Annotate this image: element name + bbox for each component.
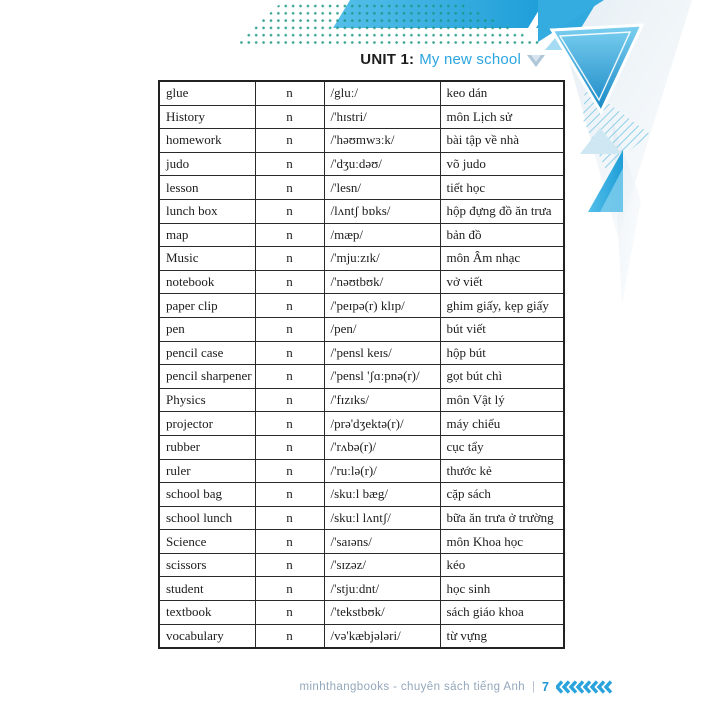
pronunciation-cell: /'nəʊtbʊk/	[324, 270, 440, 294]
pronunciation-cell: /skuːl lʌntʃ/	[324, 506, 440, 530]
word-cell: rubber	[159, 435, 255, 459]
part-of-speech-cell: n	[255, 483, 324, 507]
pronunciation-cell: /'lesn/	[324, 176, 440, 200]
inner-outline-triangle	[560, 32, 630, 100]
meaning-cell: môn Lịch sử	[440, 105, 564, 129]
pronunciation-cell: /'həʊmwɜːk/	[324, 129, 440, 153]
table-row	[159, 247, 564, 271]
meaning-cell: võ judo	[440, 152, 564, 176]
part-of-speech-cell: n	[255, 365, 324, 389]
word-cell: judo	[159, 152, 255, 176]
word-cell: vocabulary	[159, 624, 255, 648]
part-of-speech-cell: n	[255, 530, 324, 554]
pronunciation-cell: /'stjuːdnt/	[324, 577, 440, 601]
word-cell: ruler	[159, 459, 255, 483]
pronunciation-cell: /'fɪzɪks/	[324, 388, 440, 412]
table-row	[159, 294, 564, 318]
part-of-speech-cell: n	[255, 317, 324, 341]
meaning-cell: thước kẻ	[440, 459, 564, 483]
meaning-cell: hộp bút	[440, 341, 564, 365]
meaning-cell: vở viết	[440, 270, 564, 294]
word-cell: pen	[159, 317, 255, 341]
part-of-speech-cell: n	[255, 247, 324, 271]
page-number: 7	[542, 680, 549, 694]
part-of-speech-cell: n	[255, 341, 324, 365]
page-footer	[300, 680, 619, 694]
word-cell: Science	[159, 530, 255, 554]
faint-corner-triangle	[552, 0, 692, 238]
table-row	[159, 412, 564, 436]
corner-triangle	[538, 0, 604, 42]
table-row	[159, 601, 564, 625]
part-of-speech-cell: n	[255, 388, 324, 412]
table-row	[159, 459, 564, 483]
meaning-cell: ghim giấy, kẹp giấy	[440, 294, 564, 318]
part-of-speech-cell: n	[255, 601, 324, 625]
word-cell: homework	[159, 129, 255, 153]
table-row	[159, 152, 564, 176]
meaning-cell: tiết học	[440, 176, 564, 200]
table-row	[159, 223, 564, 247]
part-of-speech-cell: n	[255, 152, 324, 176]
table-row	[159, 341, 564, 365]
chevrons-left-icon	[556, 680, 618, 694]
meaning-cell: cục tẩy	[440, 435, 564, 459]
hatched-triangle	[583, 86, 650, 170]
table-row	[159, 435, 564, 459]
part-of-speech-cell: n	[255, 294, 324, 318]
word-cell: pencil sharpener	[159, 365, 255, 389]
meaning-cell: hộp đựng đồ ăn trưa	[440, 199, 564, 223]
word-cell: Music	[159, 247, 255, 271]
table-row	[159, 129, 564, 153]
table-row	[159, 317, 564, 341]
table-row	[159, 105, 564, 129]
brand-text: minhthangbooks - chuyên sách tiếng Anh	[299, 681, 526, 693]
solid-blue-triangle	[588, 150, 623, 212]
pronunciation-cell: /gluː/	[324, 81, 440, 105]
word-cell: lunch box	[159, 199, 255, 223]
meaning-cell: cặp sách	[440, 483, 564, 507]
part-of-speech-cell: n	[255, 199, 324, 223]
word-cell: map	[159, 223, 255, 247]
pronunciation-cell: /'mjuːzɪk/	[324, 247, 440, 271]
word-cell: notebook	[159, 270, 255, 294]
table-row	[159, 483, 564, 507]
part-of-speech-cell: n	[255, 176, 324, 200]
pale-triangle	[580, 128, 622, 154]
word-cell: scissors	[159, 553, 255, 577]
part-of-speech-cell: n	[255, 506, 324, 530]
blue-slab-shape	[536, 0, 598, 28]
pronunciation-cell: /'ruːlə(r)/	[324, 459, 440, 483]
table-row	[159, 270, 564, 294]
meaning-cell: bài tập về nhà	[440, 129, 564, 153]
table-row	[159, 365, 564, 389]
pronunciation-cell: /lʌntʃ bɒks/	[324, 199, 440, 223]
word-cell: Physics	[159, 388, 255, 412]
pronunciation-cell: /'dʒuːdəʊ/	[324, 152, 440, 176]
footer-separator: |	[532, 681, 536, 693]
word-cell: glue	[159, 81, 255, 105]
pronunciation-cell: /'saɪəns/	[324, 530, 440, 554]
meaning-cell: môn Vật lý	[440, 388, 564, 412]
unit-header	[360, 51, 546, 68]
part-of-speech-cell: n	[255, 129, 324, 153]
part-of-speech-cell: n	[255, 105, 324, 129]
word-cell: lesson	[159, 176, 255, 200]
table-row	[159, 506, 564, 530]
outlined-down-triangle	[552, 25, 642, 112]
meaning-cell: bữa ăn trưa ở trường	[440, 506, 564, 530]
pronunciation-cell: /'pensl 'ʃɑːpnə(r)/	[324, 365, 440, 389]
table-row	[159, 530, 564, 554]
table-row	[159, 199, 564, 223]
pronunciation-cell: /'hɪstri/	[324, 105, 440, 129]
meaning-cell: kéo	[440, 553, 564, 577]
meaning-cell: gọt bút chì	[440, 365, 564, 389]
part-of-speech-cell: n	[255, 270, 324, 294]
vocab-table-body	[159, 81, 564, 648]
part-of-speech-cell: n	[255, 223, 324, 247]
part-of-speech-cell: n	[255, 624, 324, 648]
meaning-cell: bản đồ	[440, 223, 564, 247]
table-row	[159, 388, 564, 412]
pronunciation-cell: /pen/	[324, 317, 440, 341]
pronunciation-cell: /və'kæbjələri/	[324, 624, 440, 648]
word-cell: student	[159, 577, 255, 601]
pronunciation-cell: /mæp/	[324, 223, 440, 247]
pronunciation-cell: /skuːl bæg/	[324, 483, 440, 507]
part-of-speech-cell: n	[255, 412, 324, 436]
meaning-cell: bút viết	[440, 317, 564, 341]
solid-blue-inner-triangle	[600, 168, 623, 212]
faint-sliver-triangle	[612, 120, 641, 305]
table-row	[159, 577, 564, 601]
pronunciation-cell: /'rʌbə(r)/	[324, 435, 440, 459]
word-cell: school bag	[159, 483, 255, 507]
pronunciation-cell: /'sɪzəz/	[324, 553, 440, 577]
word-cell: History	[159, 105, 255, 129]
triangle-marker-icon	[526, 54, 546, 68]
word-cell: projector	[159, 412, 255, 436]
table-row	[159, 176, 564, 200]
table-row	[159, 624, 564, 648]
meaning-cell: máy chiếu	[440, 412, 564, 436]
word-cell: school lunch	[159, 506, 255, 530]
meaning-cell: từ vựng	[440, 624, 564, 648]
part-of-speech-cell: n	[255, 81, 324, 105]
table-row	[159, 553, 564, 577]
word-cell: textbook	[159, 601, 255, 625]
meaning-cell: sách giáo khoa	[440, 601, 564, 625]
word-cell: pencil case	[159, 341, 255, 365]
table-row	[159, 81, 564, 105]
pronunciation-cell: /'tekstbʊk/	[324, 601, 440, 625]
meaning-cell: học sinh	[440, 577, 564, 601]
vocabulary-table	[158, 80, 565, 649]
part-of-speech-cell: n	[255, 577, 324, 601]
light-blue-slab-shape	[545, 32, 636, 50]
meaning-cell: môn Âm nhạc	[440, 247, 564, 271]
word-cell: paper clip	[159, 294, 255, 318]
dots-pattern-decoration	[232, 4, 550, 47]
part-of-speech-cell: n	[255, 553, 324, 577]
meaning-cell: môn Khoa học	[440, 530, 564, 554]
unit-title: My new school	[419, 51, 521, 68]
unit-label: UNIT 1:	[360, 51, 415, 68]
part-of-speech-cell: n	[255, 435, 324, 459]
pronunciation-cell: /'pensl keɪs/	[324, 341, 440, 365]
pronunciation-cell: /prə'dʒektə(r)/	[324, 412, 440, 436]
part-of-speech-cell: n	[255, 459, 324, 483]
meaning-cell: keo dán	[440, 81, 564, 105]
pronunciation-cell: /'peɪpə(r) klɪp/	[324, 294, 440, 318]
